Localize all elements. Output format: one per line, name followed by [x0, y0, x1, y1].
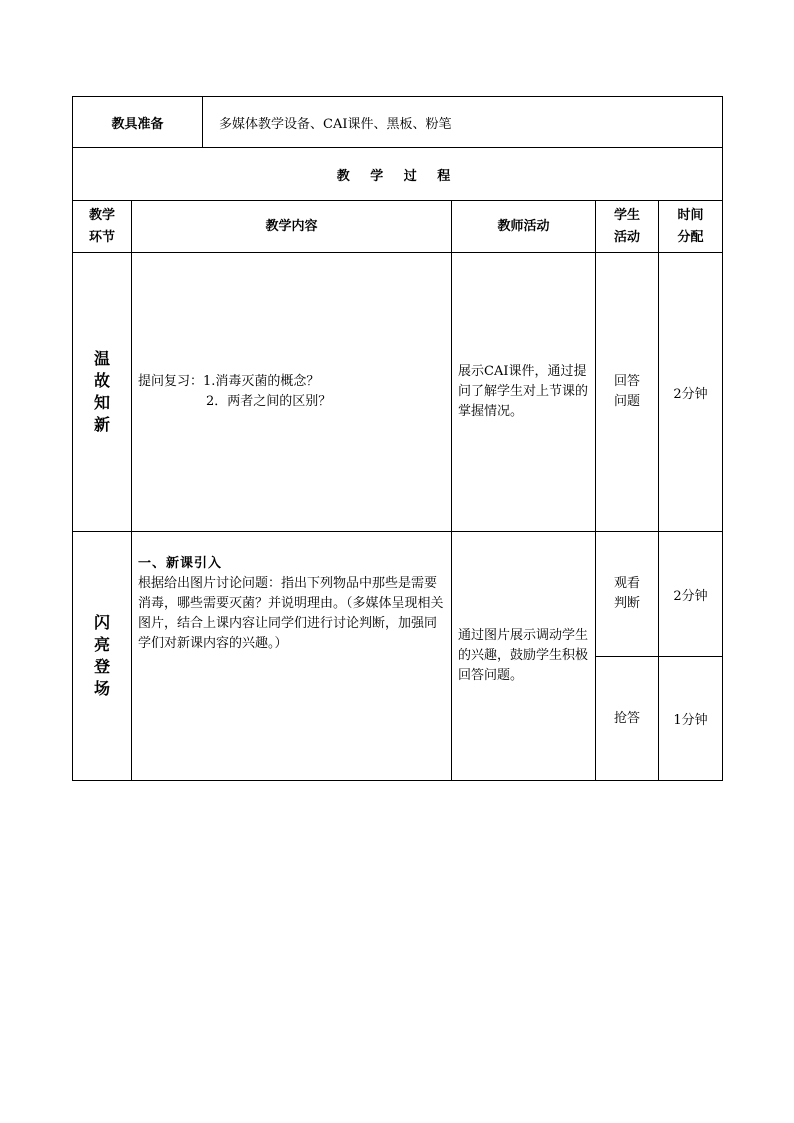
intro-section-title: 一、新课引入	[138, 556, 223, 571]
process-title: 教 学 过 程	[73, 148, 723, 201]
header-stage: 教学 环节	[73, 201, 132, 253]
prep-row	[73, 97, 723, 148]
review-teacher-activity: 展示CAI课件，通过提问了解学生对上节课的掌握情况。	[452, 253, 596, 532]
header-time: 时间 分配	[659, 201, 723, 253]
prep-value: 多媒体教学设备、CAI课件、黑板、粉笔	[203, 97, 723, 148]
review-row	[73, 253, 723, 532]
intro-content	[132, 532, 452, 781]
intro-time-1: 2分钟	[659, 532, 723, 657]
lesson-plan-table	[72, 96, 723, 781]
intro-content-text: 根据给出图片讨论问题：指出下列物品中那些是需要消毒，哪些需要灭菌？并说明理由。（多媒体呈现相关图片，结合上课内容让同学们进行讨论判断，加强同学们对新课内容的兴趣。）	[138, 576, 444, 651]
intro-student-activity-2: 抢答	[596, 657, 659, 781]
intro-teacher-activity: 通过图片展示调动学生的兴趣，鼓励学生积极回答问题。	[452, 532, 596, 781]
header-row	[73, 201, 723, 253]
header-student: 学生 活动	[596, 201, 659, 253]
review-time: 2分钟	[659, 253, 723, 532]
intro-row-1	[73, 532, 723, 657]
intro-time-2: 1分钟	[659, 657, 723, 781]
review-stage: 温 故 知 新	[73, 253, 132, 532]
header-teacher: 教师活动	[452, 201, 596, 253]
review-student-activity: 回答 问题	[596, 253, 659, 532]
header-content: 教学内容	[132, 201, 452, 253]
prep-label: 教具准备	[73, 97, 203, 148]
process-title-row	[73, 148, 723, 201]
intro-stage: 闪 亮 登 场	[73, 532, 132, 781]
review-content: 提问复习：1.消毒灭菌的概念？ 2．两者之间的区别？	[132, 253, 452, 532]
intro-student-activity-1: 观看 判断	[596, 532, 659, 657]
